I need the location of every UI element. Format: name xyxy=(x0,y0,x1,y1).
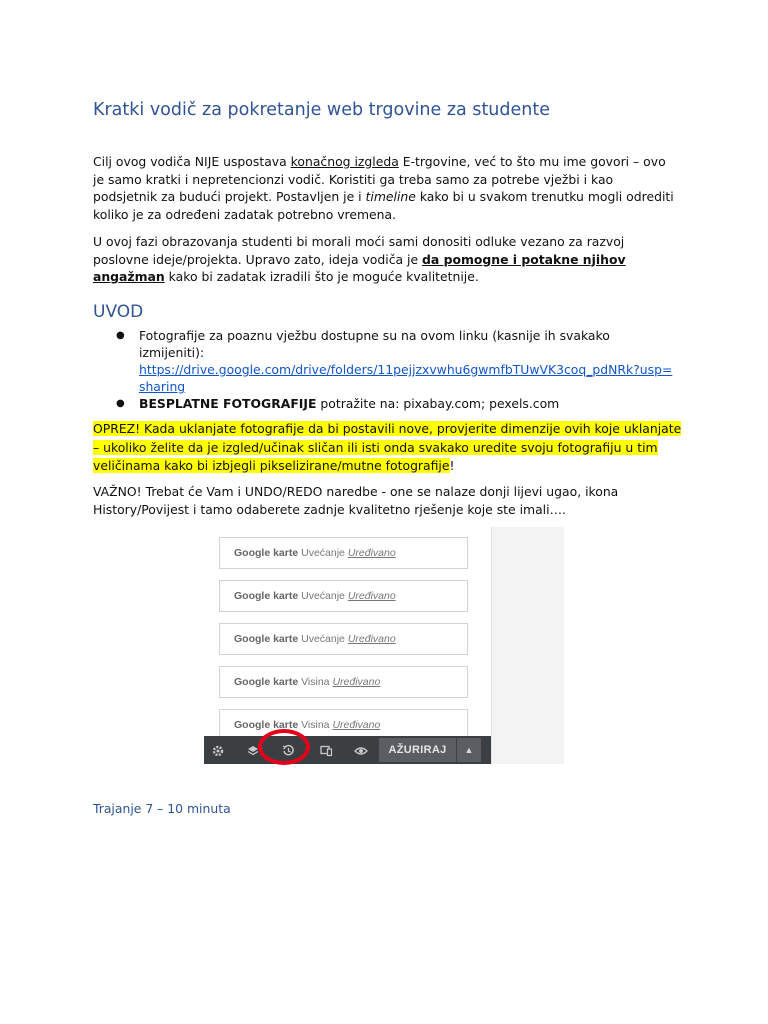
history-card-title: Google karte xyxy=(234,676,299,688)
history-card-status: Uređivano xyxy=(332,676,381,688)
history-highlight-circle xyxy=(258,729,310,765)
para2-text-2: kako bi zadatak izradili što je moguće kvalitetnije. xyxy=(164,269,479,284)
history-card-status: Uređivano xyxy=(347,547,396,559)
warning-highlighted: OPREZ! Kada uklanjate fotografije da bi postavili nove, provjerite dimenzije ovih koje uklanjate – ukoliko želite da je izgled/učinak sličan ili isti onda svakako uredite svoju fotografiju u tim veličinama kako bi izbjegli pikselizirane/mutne fotografije xyxy=(93,421,682,473)
warning-tail: ! xyxy=(449,458,455,473)
eye-icon[interactable] xyxy=(349,736,373,764)
important-paragraph: VAŽNO! Trebat će Vam i UNDO/REDO naredbe - one se nalaze donji lijevi ugao, ikona History/Povijest i tamo odaberete zadnje kvalitetno rješenje koje ste imali…. xyxy=(93,484,619,517)
intro-text-2: E-trgovine, već to što mu ime govori – ovo je samo kratki i nepretencionzi vodič. Koristiti ga treba samo za potrebe vježbi i kao podsjetnik za budući projekt. Postavljen je i xyxy=(93,154,666,204)
editor-bottom-toolbar xyxy=(204,736,491,764)
bullet-icon: ● xyxy=(116,330,125,341)
intro-paragraph xyxy=(93,153,678,223)
history-card[interactable] xyxy=(219,580,468,612)
bullet-list xyxy=(116,327,676,412)
history-list-pane xyxy=(204,527,491,764)
para2-bold-underlined: da pomogne i potakne njihov angažman xyxy=(93,251,626,284)
history-card-action: Visina xyxy=(301,676,330,688)
section-heading: UVOD xyxy=(93,302,144,322)
history-panel-screenshot xyxy=(204,527,564,764)
para2-text-1: U ovoj fazi obrazovanja studenti bi morali moći sami donositi odluke vezano za razvoj poslovne ideje/projekta. Upravo zato, ideja vodiča je xyxy=(93,234,625,267)
history-card-status: Uređivano xyxy=(332,719,381,731)
list-item-bold: BESPLATNE FOTOGRAFIJE xyxy=(139,396,317,411)
document-title: Kratki vodič za pokretanje web trgovine za studente xyxy=(93,100,550,120)
history-card[interactable] xyxy=(219,623,468,655)
intro-text-3: kako bi u svakom trenutku mogli odrediti koliko je za određeni zadatak potrebno vremena. xyxy=(93,189,674,222)
history-card-action: Uvećanje xyxy=(301,633,345,645)
history-card[interactable] xyxy=(219,537,468,569)
list-item xyxy=(116,395,676,412)
list-item xyxy=(116,327,676,395)
gear-icon[interactable] xyxy=(206,736,230,764)
bullet-icon: ● xyxy=(116,398,125,409)
history-card-action: Uvećanje xyxy=(301,547,345,559)
history-card-title: Google karte xyxy=(234,590,299,602)
intro-text-1: Cilj ovog vodiča NIJE uspostava xyxy=(93,154,291,169)
warning-paragraph xyxy=(93,420,683,476)
history-card-action: Visina xyxy=(301,719,330,731)
history-card-status: Uređivano xyxy=(347,633,396,645)
second-paragraph xyxy=(93,233,678,286)
history-card-title: Google karte xyxy=(234,719,299,731)
caret-up-icon[interactable]: ▲ xyxy=(457,738,481,762)
intro-italic: timeline xyxy=(365,189,416,204)
history-card-status: Uređivano xyxy=(347,590,396,602)
list-item-text: Fotografije za poaznu vježbu dostupne su na ovom linku (kasnije ih svakako izmijeniti): xyxy=(139,328,610,360)
devices-icon[interactable] xyxy=(314,736,338,764)
duration-note: Trajanje 7 – 10 minuta xyxy=(93,801,231,816)
history-card-action: Uvećanje xyxy=(301,590,345,602)
history-card[interactable] xyxy=(219,666,468,698)
intro-underlined: konačnog izgleda xyxy=(290,154,399,169)
preview-pane xyxy=(491,527,564,764)
drive-link[interactable]: https://drive.google.com/drive/folders/11pejjzxvwhu6gwmfbTUwVK3coq_pdNRk?usp=sharing xyxy=(139,362,673,394)
list-item-text: potražite na: pixabay.com; pexels.com xyxy=(316,396,560,411)
history-card-title: Google karte xyxy=(234,547,299,559)
history-card-title: Google karte xyxy=(234,633,299,645)
update-button[interactable]: AŽURIRAJ xyxy=(379,738,456,762)
